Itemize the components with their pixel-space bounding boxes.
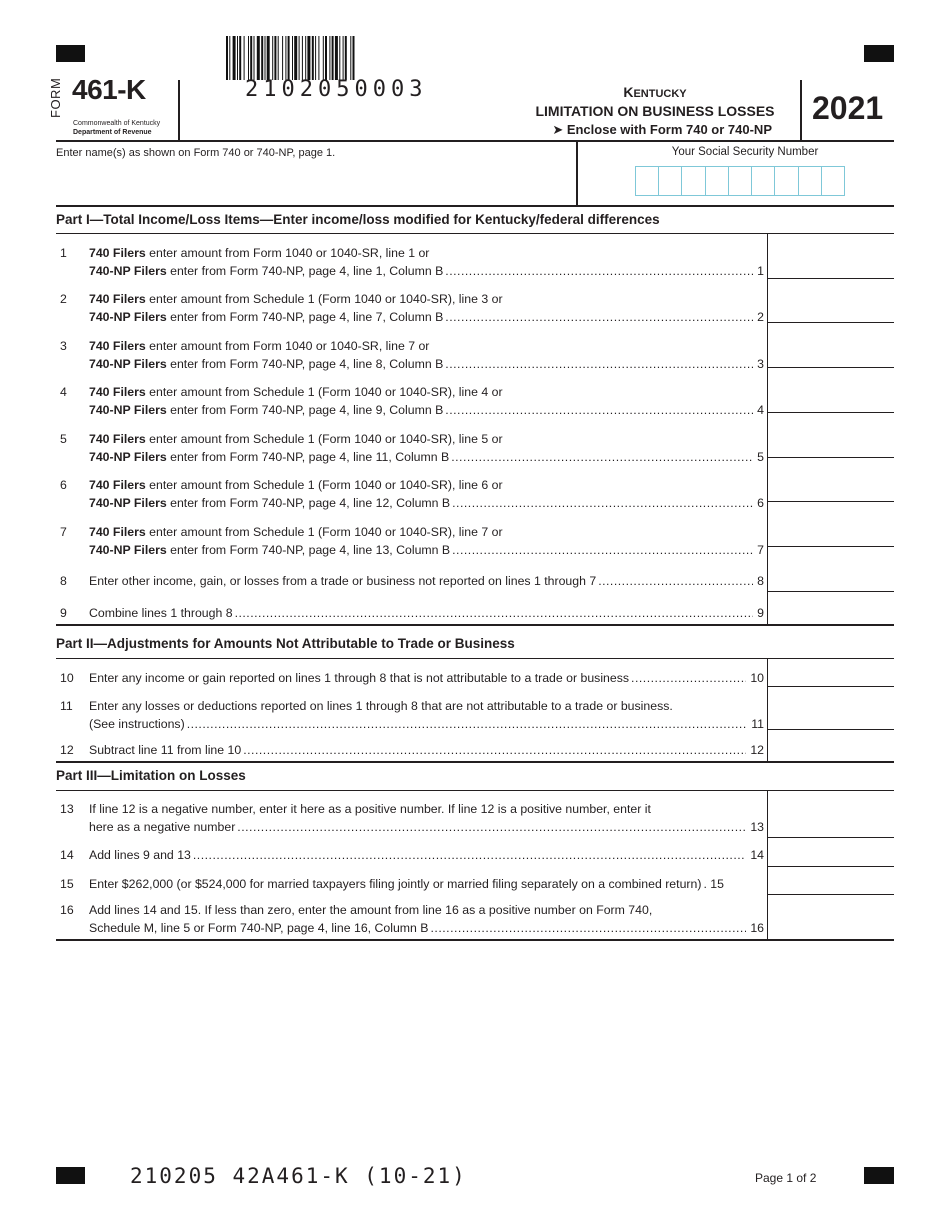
line-number: 3 [60,339,67,353]
line-2-amount[interactable] [770,298,892,320]
barcode-bar [267,36,270,80]
line-text: Add lines 14 and 15. If less than zero, enter the amount from line 16 as a positive number on Form 740, [89,903,653,917]
line-16-amount[interactable] [770,906,892,934]
line-text-cont: Schedule M, line 5 or Form 740-NP, page 4, line 16, Column B [89,921,429,935]
line-text: enter amount from Schedule 1 (Form 1040 or 1040-SR), line 3 or [145,292,503,306]
line-13-amount[interactable] [770,814,892,836]
barcode-bar [292,36,293,80]
line-number: 11 [60,699,73,713]
line-5-amount[interactable] [770,433,892,455]
barcode-bar [237,36,238,80]
line-ref: 9 [757,606,764,620]
filer-type: 740 Filers [89,432,146,446]
line-9-amount[interactable] [770,598,892,622]
part1-heading-rule [56,233,894,234]
filer-type: 740 Filers [89,292,146,306]
line-text: Combine lines 1 through 8 [89,606,233,620]
line-10-amount[interactable] [770,664,892,686]
line-15-amount[interactable] [770,870,892,892]
line-13-answer-rule [768,837,894,838]
barcode-bar [302,36,303,80]
line-ref: 7 [757,543,764,557]
barcode-bar [335,36,338,80]
line-ref: 3 [757,357,764,371]
barcode-bar [244,36,245,80]
barcode-bar [229,36,230,80]
line-4-amount[interactable] [770,388,892,410]
barcode-bar [250,36,252,80]
barcode-bar [226,36,228,80]
barcode-bar [278,36,279,80]
filer-type: 740-NP Filers [89,450,167,464]
form-enclose-note: ➤ Enclose with Form 740 or 740-NP [552,122,772,137]
line-6-answer-rule [768,501,894,502]
barcode-bar [325,36,327,80]
barcode-bar [233,36,236,80]
barcode-bar [350,36,351,80]
line-number: 16 [60,903,74,917]
barcode-bar [339,36,340,80]
filer-type: 740-NP Filers [89,310,167,324]
line-text: Enter any income or gain reported on lines 1 through 8 that is not attributable to a trade or business [89,671,630,685]
line-15-answer-rule [768,894,894,895]
filer-type: 740 Filers [89,385,146,399]
barcode-bar [329,36,330,80]
barcode-bar [285,36,286,80]
line-2-answer-rule [768,322,894,323]
line-text-cont: enter from Form 740-NP, page 4, line 11, Column B [166,450,450,464]
line-ref: 16 [750,921,764,935]
line-number: 4 [60,385,67,399]
barcode-bar [323,36,324,80]
line-14-answer-rule [768,866,894,867]
line-number: 2 [60,292,67,306]
filer-type: 740 Filers [89,246,146,260]
line-ref: 10 [750,671,764,685]
part1-heading: Part I—Total Income/Loss Items—Enter income/loss modified for Kentucky/federal differences [56,212,660,227]
identity-divider [576,142,578,205]
line-number: 6 [60,478,67,492]
line-8-answer-rule [768,591,894,592]
line-number: 5 [60,432,67,446]
part3-bottom-rule [56,939,894,941]
line-text: Enter other income, gain, or losses from a trade or business not reported on lines 1 through 7 [89,574,597,588]
line-ref: 14 [750,848,764,862]
barcode-bar [353,36,355,80]
line-5-answer-rule [768,457,894,458]
line-11-answer-rule [768,729,894,730]
line-ref: 2 [757,310,764,324]
line-text: enter amount from Form 1040 or 1040-SR, line 1 or [145,246,430,260]
barcode-bar [265,36,266,80]
line-text: Enter $262,000 (or $524,000 for married taxpayers filing jointly or married filing separately on a combined return) [89,877,702,891]
line-text-cont: enter from Form 740-NP, page 4, line 7, Column B [166,310,444,324]
header-rule [56,140,894,142]
line-number: 13 [60,802,74,816]
filer-type: 740-NP Filers [89,403,167,417]
filer-type: 740-NP Filers [89,357,167,371]
line-12-amount[interactable] [770,736,892,758]
line-1-amount[interactable] [770,254,892,276]
agency-name: Commonwealth of Kentucky [73,120,161,127]
line-text-cont: here as a negative number [89,820,236,834]
line-text-cont: enter from Form 740-NP, page 4, line 12, Column B [166,496,451,510]
barcode-bar [315,36,316,80]
barcode-bar [307,36,310,80]
barcode-bar [288,36,290,80]
line-number: 14 [60,848,74,862]
line-3-amount[interactable] [770,343,892,365]
barcode-bar [282,36,283,80]
barcode-bar [254,36,255,80]
line-text-cont: enter from Form 740-NP, page 4, line 8, Column B [166,357,444,371]
identity-bottom-rule [56,205,894,207]
line-number: 7 [60,525,67,539]
name-field-label: Enter name(s) as shown on Form 740 or 740-NP, page 1. [56,147,336,159]
barcode-bar [299,36,300,80]
form-number: 461-K [72,74,146,105]
line-ref: 8 [757,574,764,588]
line-number: 10 [60,671,74,685]
line-text-cont: enter from Form 740-NP, page 4, line 9, Column B [166,403,444,417]
line-number: 8 [60,574,67,588]
title-state-rest: ENTUCKY [633,88,687,100]
line-11-amount[interactable] [770,706,892,728]
line-number: 9 [60,606,67,620]
line-ref: . 15 [703,877,724,891]
barcode-bar [318,36,319,80]
form-title-state [540,84,770,100]
line-8-amount[interactable] [770,570,892,590]
line-1-answer-rule [768,278,894,279]
line-ref: 4 [757,403,764,417]
registration-mark-bottom-left [56,1167,85,1184]
line-7-answer-rule [768,546,894,547]
barcode-bar [261,36,263,80]
line-number: 15 [60,877,74,891]
part1-amount-column-rule [767,234,768,624]
registration-mark-top-left [56,45,85,62]
part2-bottom-rule [56,761,894,763]
part2-heading: Part II—Adjustments for Amounts Not Attributable to Trade or Business [56,636,515,651]
barcode-bar [248,36,249,80]
line-text: enter amount from Schedule 1 (Form 1040 or 1040-SR), line 4 or [145,385,503,399]
line-14-amount[interactable] [770,842,892,864]
barcode-bar [272,36,273,80]
line-ref: 12 [750,743,764,757]
barcode-number: 2102050003 [245,77,428,102]
header-divider-left [178,80,180,140]
line-7-amount[interactable] [770,522,892,544]
line-number: 1 [60,246,67,260]
filer-type: 740 Filers [89,478,146,492]
filer-type: 740-NP Filers [89,543,167,557]
part1-bottom-rule [56,624,894,626]
line-ref: 1 [757,264,764,278]
barcode [226,36,448,80]
ssn-label: Your Social Security Number [671,146,819,158]
tax-year: 2021 [812,90,884,126]
line-text: Enter any losses or deductions reported on lines 1 through 8 that are not attributable to a trade or business. [89,699,673,713]
part3-amount-column-rule [767,791,768,939]
part3-heading-rule [56,790,894,791]
line-text: enter amount from Schedule 1 (Form 1040 or 1040-SR), line 7 or [145,525,503,539]
line-4-answer-rule [768,412,894,413]
form-code: 210205 42A461-K (10-21) [130,1164,467,1188]
page-number: Page 1 of 2 [755,1171,817,1185]
line-text: enter amount from Form 1040 or 1040-SR, line 7 or [145,339,430,353]
line-ref: 11 [751,717,764,731]
line-text-cont: (See instructions) [89,717,185,731]
line-3-answer-rule [768,367,894,368]
registration-mark-bottom-right [864,1167,894,1184]
line-ref: 5 [757,450,764,464]
barcode-bar [345,36,347,80]
registration-mark-top-right [864,45,894,62]
ssn-input[interactable] [635,166,845,196]
agency-department: Department of Revenue [73,129,152,136]
barcode-bar [257,36,260,80]
barcode-bar [343,36,344,80]
filer-type: 740-NP Filers [89,264,167,278]
filer-type: 740 Filers [89,339,146,353]
line-text: Subtract line 11 from line 10 [89,743,242,757]
line-text: enter amount from Schedule 1 (Form 1040 or 1040-SR), line 5 or [145,432,503,446]
filer-type: 740 Filers [89,525,146,539]
filer-type: 740-NP Filers [89,496,167,510]
line-text-cont: enter from Form 740-NP, page 4, line 13, Column B [166,543,451,557]
line-number: 12 [60,743,74,757]
line-text: enter amount from Schedule 1 (Form 1040 or 1040-SR), line 6 or [145,478,503,492]
part2-amount-column-rule [767,659,768,761]
form-word: FORM [48,77,63,118]
barcode-bar [294,36,297,80]
name-field[interactable] [56,162,574,202]
line-text: If line 12 is a negative number, enter it here as a positive number. If line 12 is a positive number, enter it [89,802,651,816]
barcode-bar [312,36,314,80]
barcode-bar [305,36,306,80]
barcode-bar [332,36,334,80]
line-6-amount[interactable] [770,477,892,499]
part2-heading-rule [56,658,894,659]
line-10-answer-rule [768,686,894,687]
line-text: Add lines 9 and 13 [89,848,191,862]
part3-heading: Part III—Limitation on Losses [56,768,246,783]
line-text-cont: enter from Form 740-NP, page 4, line 1, Column B [166,264,444,278]
title-state-initial: K [623,84,634,100]
form-title: LIMITATION ON BUSINESS LOSSES [535,103,775,119]
barcode-bar [239,36,241,80]
barcode-bar [274,36,276,80]
line-ref: 6 [757,496,764,510]
line-ref: 13 [750,820,764,834]
header-divider-right [800,80,802,140]
